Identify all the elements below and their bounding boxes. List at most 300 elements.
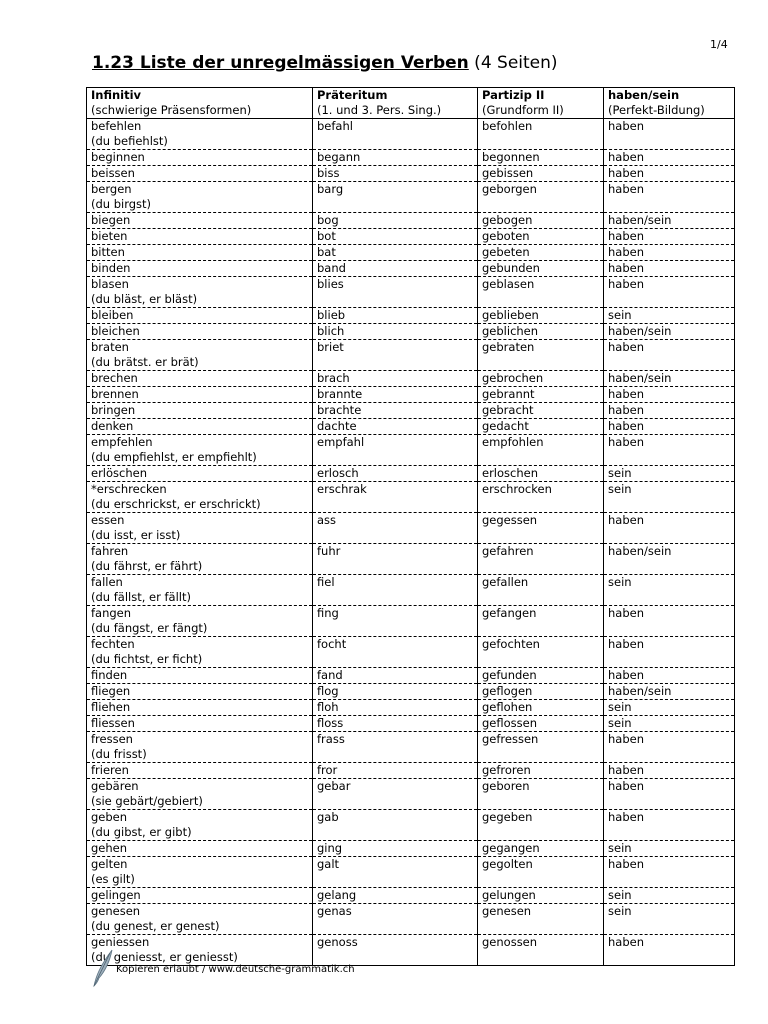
cell-praeteritum xyxy=(313,637,478,668)
cell-praeteritum-text: gab xyxy=(317,810,339,824)
cell-auxiliary-text: haben/sein xyxy=(608,324,672,338)
cell-infinitiv-text: frieren xyxy=(91,763,129,777)
table-row xyxy=(87,435,735,466)
cell-praeteritum-text: fiel xyxy=(317,575,335,589)
cell-partizip xyxy=(478,387,604,403)
table-row xyxy=(87,513,735,544)
cell-praeteritum xyxy=(313,261,478,277)
cell-partizip-text: genossen xyxy=(482,935,538,949)
cell-infinitiv xyxy=(87,245,313,261)
cell-partizip xyxy=(478,119,604,150)
cell-infinitiv xyxy=(87,888,313,904)
cell-praeteritum xyxy=(313,575,478,606)
present-form-note: (du fährst, er fährt) xyxy=(91,559,203,573)
table-row xyxy=(87,150,735,166)
table-row xyxy=(87,935,735,966)
cell-partizip xyxy=(478,763,604,779)
cell-partizip xyxy=(478,904,604,935)
cell-partizip xyxy=(478,466,604,482)
cell-auxiliary xyxy=(604,606,735,637)
cell-partizip-text: geboren xyxy=(482,779,530,793)
cell-infinitiv xyxy=(87,606,313,637)
table-row xyxy=(87,261,735,277)
cell-partizip xyxy=(478,419,604,435)
table-row xyxy=(87,575,735,606)
cell-partizip-text: gegolten xyxy=(482,857,533,871)
cell-infinitiv-text: fressen xyxy=(91,732,133,746)
cell-infinitiv xyxy=(87,904,313,935)
cell-auxiliary xyxy=(604,810,735,841)
cell-auxiliary-text: sein xyxy=(608,904,632,918)
cell-partizip-text: gebrochen xyxy=(482,371,544,385)
cell-praeteritum xyxy=(313,119,478,150)
table-row xyxy=(87,904,735,935)
cell-partizip xyxy=(478,435,604,466)
cell-praeteritum xyxy=(313,606,478,637)
cell-praeteritum-text: ass xyxy=(317,513,337,527)
column-header-infinitiv xyxy=(87,88,313,119)
cell-partizip xyxy=(478,841,604,857)
footer-copyright: Kopieren erlaubt / www.deutsche-grammatik.ch xyxy=(116,964,355,975)
cell-infinitiv-text: denken xyxy=(91,419,134,433)
cell-partizip-text: gefunden xyxy=(482,668,537,682)
cell-praeteritum xyxy=(313,700,478,716)
cell-auxiliary-text: haben xyxy=(608,419,644,433)
present-form-note: (du befiehlst) xyxy=(91,134,168,148)
cell-auxiliary xyxy=(604,466,735,482)
cell-partizip-text: empfohlen xyxy=(482,435,544,449)
cell-partizip-text: geflogen xyxy=(482,684,533,698)
cell-infinitiv xyxy=(87,435,313,466)
cell-praeteritum xyxy=(313,482,478,513)
cell-auxiliary-text: haben/sein xyxy=(608,544,672,558)
table-row xyxy=(87,340,735,371)
table-row xyxy=(87,482,735,513)
cell-praeteritum-text: band xyxy=(317,261,346,275)
table-row xyxy=(87,888,735,904)
cell-auxiliary xyxy=(604,308,735,324)
cell-praeteritum-text: begann xyxy=(317,150,361,164)
quill-icon xyxy=(90,948,116,988)
cell-praeteritum-text: fand xyxy=(317,668,343,682)
table-row xyxy=(87,700,735,716)
cell-infinitiv xyxy=(87,277,313,308)
cell-partizip xyxy=(478,513,604,544)
cell-partizip-text: gefahren xyxy=(482,544,534,558)
cell-auxiliary xyxy=(604,716,735,732)
table-row xyxy=(87,387,735,403)
present-form-note: (sie gebärt/gebiert) xyxy=(91,794,203,808)
cell-auxiliary-text: sein xyxy=(608,888,632,902)
cell-partizip-text: gebissen xyxy=(482,166,534,180)
cell-auxiliary-text: sein xyxy=(608,482,632,496)
cell-praeteritum xyxy=(313,387,478,403)
cell-partizip-text: erloschen xyxy=(482,466,539,480)
column-title: Infinitiv xyxy=(91,88,142,102)
cell-praeteritum xyxy=(313,466,478,482)
cell-infinitiv xyxy=(87,419,313,435)
cell-praeteritum-text: befahl xyxy=(317,119,353,133)
cell-infinitiv-text: binden xyxy=(91,261,131,275)
cell-partizip xyxy=(478,340,604,371)
cell-auxiliary xyxy=(604,119,735,150)
cell-auxiliary-text: haben xyxy=(608,261,644,275)
cell-praeteritum xyxy=(313,182,478,213)
cell-auxiliary-text: haben xyxy=(608,857,644,871)
cell-auxiliary xyxy=(604,213,735,229)
cell-praeteritum xyxy=(313,166,478,182)
cell-infinitiv-text: fliehen xyxy=(91,700,131,714)
cell-praeteritum-text: blich xyxy=(317,324,345,338)
cell-partizip-text: gegangen xyxy=(482,841,540,855)
cell-partizip-text: gefallen xyxy=(482,575,529,589)
cell-auxiliary xyxy=(604,245,735,261)
cell-partizip-text: gefroren xyxy=(482,763,531,777)
cell-infinitiv xyxy=(87,387,313,403)
cell-auxiliary xyxy=(604,403,735,419)
cell-auxiliary xyxy=(604,324,735,340)
cell-auxiliary-text: sein xyxy=(608,841,632,855)
cell-partizip xyxy=(478,182,604,213)
cell-praeteritum-text: focht xyxy=(317,637,347,651)
cell-partizip-text: gelungen xyxy=(482,888,536,902)
present-form-note: (du fällst, er fällt) xyxy=(91,590,191,604)
cell-infinitiv-text: finden xyxy=(91,668,128,682)
cell-praeteritum-text: bat xyxy=(317,245,336,259)
verb-table-body xyxy=(87,119,735,966)
table-row xyxy=(87,371,735,387)
cell-auxiliary xyxy=(604,277,735,308)
cell-auxiliary xyxy=(604,435,735,466)
page-title-suffix: (4 Seiten) xyxy=(468,53,558,73)
table-row xyxy=(87,810,735,841)
cell-partizip xyxy=(478,732,604,763)
column-title: haben/sein xyxy=(608,88,680,102)
cell-auxiliary-text: haben xyxy=(608,779,644,793)
cell-infinitiv-text: empfehlen xyxy=(91,435,153,449)
cell-infinitiv xyxy=(87,732,313,763)
cell-praeteritum-text: barg xyxy=(317,182,344,196)
table-row xyxy=(87,166,735,182)
cell-auxiliary xyxy=(604,668,735,684)
cell-praeteritum-text: genas xyxy=(317,904,352,918)
present-form-note: (du gibst, er gibt) xyxy=(91,825,192,839)
cell-praeteritum-text: erschrak xyxy=(317,482,367,496)
cell-auxiliary xyxy=(604,150,735,166)
cell-auxiliary-text: haben xyxy=(608,513,644,527)
cell-infinitiv-text: gelten xyxy=(91,857,128,871)
cell-praeteritum-text: floss xyxy=(317,716,344,730)
cell-partizip-text: geblieben xyxy=(482,308,539,322)
cell-auxiliary-text: haben xyxy=(608,245,644,259)
cell-partizip-text: geflossen xyxy=(482,716,538,730)
cell-auxiliary-text: sein xyxy=(608,466,632,480)
table-row xyxy=(87,857,735,888)
table-row xyxy=(87,277,735,308)
cell-partizip-text: gebeten xyxy=(482,245,530,259)
table-row xyxy=(87,732,735,763)
cell-auxiliary xyxy=(604,857,735,888)
cell-praeteritum xyxy=(313,371,478,387)
cell-infinitiv-text: geben xyxy=(91,810,128,824)
table-row xyxy=(87,763,735,779)
table-row xyxy=(87,324,735,340)
cell-praeteritum xyxy=(313,308,478,324)
cell-praeteritum-text: frass xyxy=(317,732,345,746)
cell-infinitiv-text: brechen xyxy=(91,371,138,385)
cell-infinitiv xyxy=(87,716,313,732)
cell-praeteritum xyxy=(313,419,478,435)
cell-partizip-text: gedacht xyxy=(482,419,529,433)
column-header-praeteritum xyxy=(313,88,478,119)
cell-praeteritum xyxy=(313,544,478,575)
cell-partizip xyxy=(478,277,604,308)
page-title xyxy=(92,53,558,73)
cell-auxiliary-text: haben/sein xyxy=(608,371,672,385)
cell-infinitiv xyxy=(87,637,313,668)
cell-infinitiv-text: geniessen xyxy=(91,935,150,949)
cell-infinitiv xyxy=(87,308,313,324)
cell-infinitiv-text: bieten xyxy=(91,229,128,243)
cell-auxiliary-text: sein xyxy=(608,308,632,322)
cell-infinitiv xyxy=(87,166,313,182)
cell-praeteritum xyxy=(313,888,478,904)
cell-praeteritum-text: floh xyxy=(317,700,339,714)
table-row xyxy=(87,779,735,810)
cell-auxiliary-text: haben xyxy=(608,435,644,449)
cell-praeteritum-text: briet xyxy=(317,340,344,354)
cell-praeteritum-text: erlosch xyxy=(317,466,359,480)
cell-partizip xyxy=(478,324,604,340)
cell-auxiliary-text: haben xyxy=(608,403,644,417)
cell-praeteritum xyxy=(313,229,478,245)
cell-auxiliary xyxy=(604,371,735,387)
cell-partizip xyxy=(478,935,604,966)
table-row xyxy=(87,668,735,684)
cell-auxiliary xyxy=(604,779,735,810)
page-title-main: 1.23 Liste der unregelmässigen Verben xyxy=(92,53,469,73)
cell-partizip-text: gegeben xyxy=(482,810,533,824)
cell-auxiliary xyxy=(604,544,735,575)
present-form-note: (du fängst, er fängt) xyxy=(91,621,208,635)
cell-infinitiv xyxy=(87,857,313,888)
cell-partizip xyxy=(478,779,604,810)
present-form-note: (es gilt) xyxy=(91,872,135,886)
present-form-note: (du bläst, er bläst) xyxy=(91,292,198,306)
cell-partizip-text: gebracht xyxy=(482,403,534,417)
cell-praeteritum-text: empfahl xyxy=(317,435,365,449)
cell-partizip xyxy=(478,403,604,419)
cell-auxiliary xyxy=(604,575,735,606)
cell-partizip-text: geborgen xyxy=(482,182,537,196)
cell-partizip xyxy=(478,684,604,700)
column-header-partizip xyxy=(478,88,604,119)
cell-partizip-text: gefochten xyxy=(482,637,540,651)
cell-auxiliary-text: haben xyxy=(608,606,644,620)
cell-infinitiv-text: bitten xyxy=(91,245,125,259)
table-row xyxy=(87,119,735,150)
cell-infinitiv-text: fallen xyxy=(91,575,123,589)
cell-infinitiv xyxy=(87,371,313,387)
cell-partizip xyxy=(478,371,604,387)
table-row xyxy=(87,606,735,637)
cell-auxiliary xyxy=(604,482,735,513)
cell-infinitiv-text: braten xyxy=(91,340,129,354)
cell-infinitiv xyxy=(87,324,313,340)
cell-praeteritum xyxy=(313,435,478,466)
cell-auxiliary-text: haben xyxy=(608,119,644,133)
cell-auxiliary xyxy=(604,182,735,213)
cell-auxiliary-text: haben xyxy=(608,340,644,354)
cell-partizip xyxy=(478,575,604,606)
present-form-note: (du brätst. er brät) xyxy=(91,355,199,369)
cell-praeteritum xyxy=(313,763,478,779)
cell-praeteritum-text: gelang xyxy=(317,888,357,902)
cell-praeteritum xyxy=(313,716,478,732)
cell-praeteritum-text: ging xyxy=(317,841,343,855)
present-form-note: (du frisst) xyxy=(91,747,147,761)
cell-praeteritum xyxy=(313,245,478,261)
cell-infinitiv xyxy=(87,841,313,857)
cell-partizip xyxy=(478,668,604,684)
cell-auxiliary xyxy=(604,419,735,435)
cell-auxiliary xyxy=(604,261,735,277)
cell-praeteritum xyxy=(313,513,478,544)
cell-infinitiv xyxy=(87,668,313,684)
cell-partizip xyxy=(478,857,604,888)
cell-infinitiv xyxy=(87,213,313,229)
cell-partizip xyxy=(478,213,604,229)
cell-praeteritum xyxy=(313,324,478,340)
cell-praeteritum-text: galt xyxy=(317,857,340,871)
present-form-note: (du genest, er genest) xyxy=(91,919,220,933)
cell-praeteritum xyxy=(313,277,478,308)
cell-auxiliary xyxy=(604,340,735,371)
cell-auxiliary-text: haben xyxy=(608,637,644,651)
cell-auxiliary xyxy=(604,229,735,245)
cell-partizip-text: genesen xyxy=(482,904,532,918)
cell-infinitiv xyxy=(87,779,313,810)
cell-partizip-text: gegessen xyxy=(482,513,538,527)
cell-partizip-text: befohlen xyxy=(482,119,533,133)
cell-infinitiv-text: essen xyxy=(91,513,125,527)
cell-partizip-text: gefangen xyxy=(482,606,537,620)
cell-praeteritum-text: blies xyxy=(317,277,344,291)
table-row xyxy=(87,308,735,324)
column-subtitle: (Perfekt-Bildung) xyxy=(608,103,705,117)
cell-auxiliary xyxy=(604,637,735,668)
cell-partizip-text: gebrannt xyxy=(482,387,535,401)
present-form-note: (du geniesst, er geniesst) xyxy=(91,950,238,964)
table-row xyxy=(87,841,735,857)
cell-infinitiv-text: fliessen xyxy=(91,716,135,730)
table-row xyxy=(87,182,735,213)
cell-infinitiv xyxy=(87,700,313,716)
cell-partizip xyxy=(478,308,604,324)
cell-infinitiv-text: erlöschen xyxy=(91,466,148,480)
cell-infinitiv-text: bergen xyxy=(91,182,132,196)
cell-praeteritum-text: blieb xyxy=(317,308,346,322)
cell-partizip xyxy=(478,700,604,716)
cell-partizip-text: erschrocken xyxy=(482,482,552,496)
column-header-auxiliary xyxy=(604,88,735,119)
cell-auxiliary xyxy=(604,888,735,904)
table-row xyxy=(87,544,735,575)
cell-praeteritum-text: genoss xyxy=(317,935,358,949)
cell-auxiliary xyxy=(604,513,735,544)
cell-auxiliary xyxy=(604,763,735,779)
cell-auxiliary-text: haben xyxy=(608,668,644,682)
cell-infinitiv xyxy=(87,513,313,544)
cell-infinitiv-text: blasen xyxy=(91,277,129,291)
present-form-note: (du birgst) xyxy=(91,197,152,211)
cell-infinitiv-text: beginnen xyxy=(91,150,145,164)
cell-praeteritum xyxy=(313,668,478,684)
cell-partizip xyxy=(478,544,604,575)
table-row xyxy=(87,245,735,261)
cell-praeteritum xyxy=(313,810,478,841)
page-number: 1/4 xyxy=(710,38,728,51)
column-title: Partizip II xyxy=(482,88,545,102)
column-subtitle: (Grundform II) xyxy=(482,103,564,117)
cell-infinitiv-text: biegen xyxy=(91,213,131,227)
cell-praeteritum-text: biss xyxy=(317,166,340,180)
cell-auxiliary-text: sein xyxy=(608,700,632,714)
cell-praeteritum-text: flog xyxy=(317,684,339,698)
cell-praeteritum xyxy=(313,857,478,888)
cell-partizip xyxy=(478,245,604,261)
cell-infinitiv xyxy=(87,340,313,371)
column-title: Präteritum xyxy=(317,88,388,102)
cell-praeteritum xyxy=(313,150,478,166)
cell-infinitiv-text: fliegen xyxy=(91,684,131,698)
cell-partizip-text: geblasen xyxy=(482,277,535,291)
table-row xyxy=(87,419,735,435)
cell-auxiliary xyxy=(604,732,735,763)
cell-auxiliary xyxy=(604,684,735,700)
cell-praeteritum-text: brachte xyxy=(317,403,362,417)
cell-praeteritum xyxy=(313,935,478,966)
cell-partizip xyxy=(478,637,604,668)
cell-infinitiv xyxy=(87,229,313,245)
cell-praeteritum-text: fing xyxy=(317,606,339,620)
cell-partizip xyxy=(478,888,604,904)
cell-praeteritum-text: bot xyxy=(317,229,336,243)
present-form-note: (du fichtst, er ficht) xyxy=(91,652,203,666)
cell-auxiliary-text: haben xyxy=(608,229,644,243)
cell-partizip-text: geblichen xyxy=(482,324,539,338)
cell-infinitiv-text: fahren xyxy=(91,544,129,558)
cell-infinitiv-text: gebären xyxy=(91,779,139,793)
cell-infinitiv xyxy=(87,466,313,482)
present-form-note: (du erschrickst, er erschrickt) xyxy=(91,497,261,511)
cell-partizip-text: gebunden xyxy=(482,261,540,275)
cell-praeteritum xyxy=(313,779,478,810)
cell-auxiliary xyxy=(604,166,735,182)
cell-infinitiv xyxy=(87,684,313,700)
cell-auxiliary-text: haben xyxy=(608,150,644,164)
cell-infinitiv xyxy=(87,544,313,575)
cell-auxiliary xyxy=(604,841,735,857)
cell-partizip xyxy=(478,229,604,245)
cell-auxiliary-text: haben xyxy=(608,166,644,180)
cell-infinitiv-text: fangen xyxy=(91,606,132,620)
cell-auxiliary-text: haben xyxy=(608,387,644,401)
cell-praeteritum xyxy=(313,403,478,419)
cell-auxiliary-text: haben xyxy=(608,732,644,746)
cell-infinitiv-text: bleiben xyxy=(91,308,134,322)
cell-praeteritum xyxy=(313,684,478,700)
